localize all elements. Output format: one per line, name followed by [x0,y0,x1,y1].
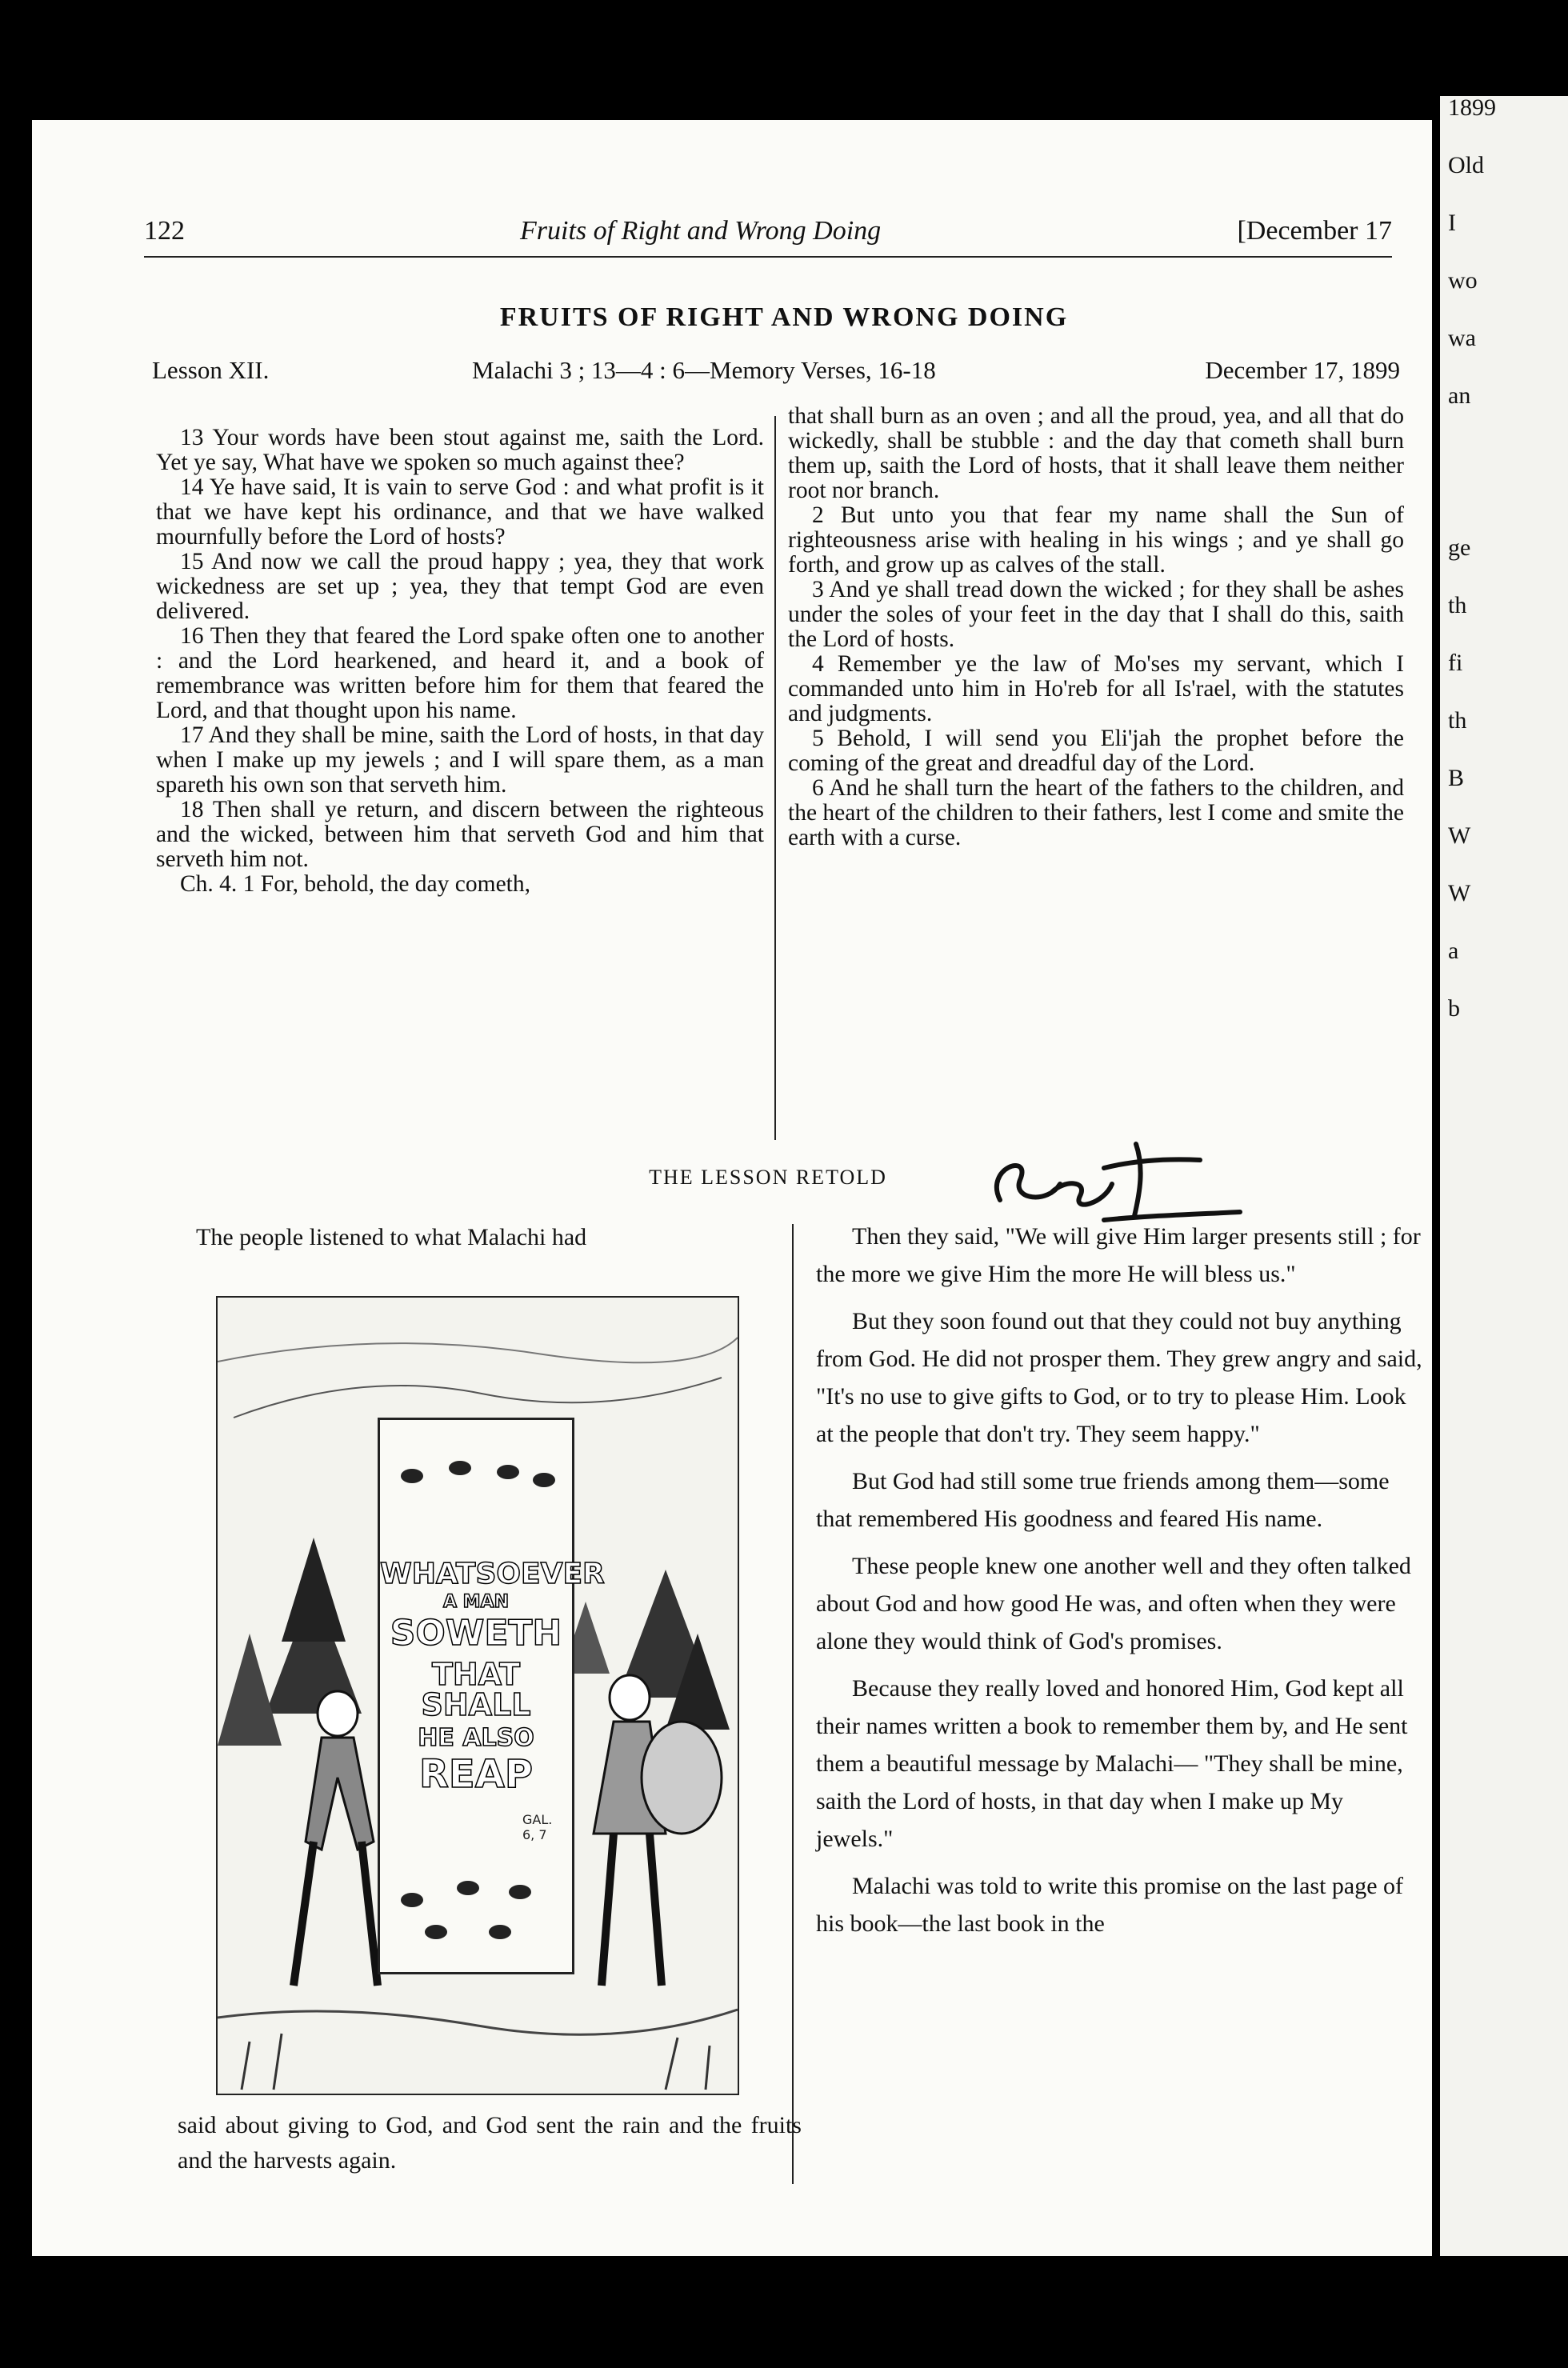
retold-left-end: said about giving to God, and God sent the rain and the fruits and the harvests again. [178,2112,802,2174]
fragment: B [1448,765,1465,791]
paragraph: But they soon found out that they could not buy anything from God. He did not prosper them. They grew angry and said, "It's no use to give gifts to God, or to try to please Him. Look at the people that don't try. They seem happy." [816,1308,1422,1447]
verse: 16 Then they that feared the Lord spake often one to another : and the Lord hearkened, and heard it, and a book of remembrance was written before him for them that feared the Lord, and that thought upon his name. [156,623,764,723]
motto-line: WHATSOEVER [380,1558,605,1590]
reference-line: GAL. [522,1812,553,1827]
lesson-date: December 17, 1899 [1205,356,1400,384]
handwritten-annotation [984,1136,1248,1224]
motto-line: A MAN [442,1592,510,1612]
fragment: 1899 [1448,96,1496,121]
hat-ornaments [380,1420,605,1972]
fragment: wo [1448,267,1478,294]
fragment: wa [1448,325,1476,351]
paragraph: Malachi was told to write this promise on the last page of his book—the last book in the [816,1873,1404,1937]
fragment: b [1448,995,1460,1022]
verse: 17 And they shall be mine, saith the Lord of hosts, in that day when I make up my jewels ; and I will spare them, as a man spareth his own son that serveth him. [156,722,764,798]
column-divider [774,416,776,1140]
verse: that shall burn as an oven ; and all the proud, yea, and all that do wickedly, shall be stubble : and the day that cometh shall burn them up, saith the Lord of hosts, that it shall leave them neither root nor branch. [788,403,1404,503]
verse: 2 But unto you that fear my name shall the Sun of righteousness arise with healing in his wings ; and ye shall go forth, and grow up as calves of the stall. [788,502,1404,578]
verse: 4 Remember ye the law of Mo'ses my servant, which I commanded unto him in Ho'reb for all Is'rael, with the statutes and judgments. [788,651,1404,726]
retold-heading: THE LESSON RETOLD [649,1166,887,1189]
motto-line: REAP [418,1752,534,1797]
fragment: th [1448,707,1467,734]
header-rule [144,256,1392,258]
paragraph: Because they really loved and honored Him, God kept all their names written a book to remember them by, and He sent them a beautiful message by Malachi— "They shall be mine, saith the Lord of hosts, in that day when I make up My jewels." [816,1675,1408,1852]
scripture-left-column [156,426,764,897]
svg-text:See T: See T [984,1136,986,1137]
scripture-right-column [788,404,1404,850]
running-date: [December 17 [1237,216,1392,246]
fragment: a [1448,938,1459,964]
lesson-info [152,356,1400,391]
motto-line: HE ALSO [418,1724,534,1752]
paragraph: But God had still some true friends among them—some that remembered His goodness and feared His name. [816,1468,1390,1532]
verse: Ch. 4. 1 For, behold, the day cometh, [180,871,530,897]
verse: 6 And he shall turn the heart of the fathers to the children, and the heart of the children to their fathers, lest I come and smite the earth with a curse. [788,775,1404,850]
page-number: 122 [144,216,185,246]
fragment: th [1448,592,1467,618]
running-title: Fruits of Right and Wrong Doing [520,216,882,246]
verse: 3 And ye shall tread down the wicked ; for they shall be ashes under the soles of your feet in the day that I shall do this, saith the Lord of hosts. [788,577,1404,652]
motto-line: THAT SHALL [421,1657,531,1722]
fragment: an [1448,382,1471,409]
verse: 14 Ye have said, It is vain to serve God : and what profit is it that we have kept his ordinance, and that we have walked mournfully before the Lord of hosts? [156,474,764,550]
lesson-reference: Malachi 3 ; 13—4 : 6—Memory Verses, 16-18 [472,356,936,384]
lesson-number: Lesson XII. [152,356,270,384]
retold-left-intro: The people listened to what Malachi had [196,1224,587,1250]
fragment: W [1448,822,1471,849]
fragment: W [1448,880,1471,906]
fragment: fi [1448,650,1463,676]
fragment: ge [1448,534,1471,561]
motto-panel [378,1418,605,1974]
fragment: I [1448,210,1456,236]
verse: 5 Behold, I will send you Eli'jah the prophet before the coming of the great and dreadful day of the Lord. [788,726,1404,776]
column-divider [792,1224,794,2184]
verse: 13 Your words have been stout against me, saith the Lord. Yet ye say, What have we spoken so much against thee? [156,425,764,475]
page-header [144,216,1392,256]
motto-line: SOWETH [390,1613,562,1654]
reference-line: 6, 7 [522,1827,547,1842]
fragment: Old [1448,152,1484,178]
retold-right-column [816,1218,1424,1952]
paragraph: These people knew one another well and they often talked about God and how good He was, and often when they were alone they would think of God's promises. [816,1553,1411,1654]
verse: 15 And now we call the proud happy ; yea, they that work wickedness are set up ; yea, they that tempt God are even delivered. [156,549,764,624]
illustration [216,1296,739,2095]
paragraph: Then they said, "We will give Him larger presents still ; for the more we give Him the more He will bless us." [816,1223,1421,1287]
lesson-title: FRUITS OF RIGHT AND WRONG DOING [499,302,1069,332]
verse: 18 Then shall ye return, and discern between the righteous and the wicked, between him that serveth God and him that serveth him not. [156,797,764,872]
